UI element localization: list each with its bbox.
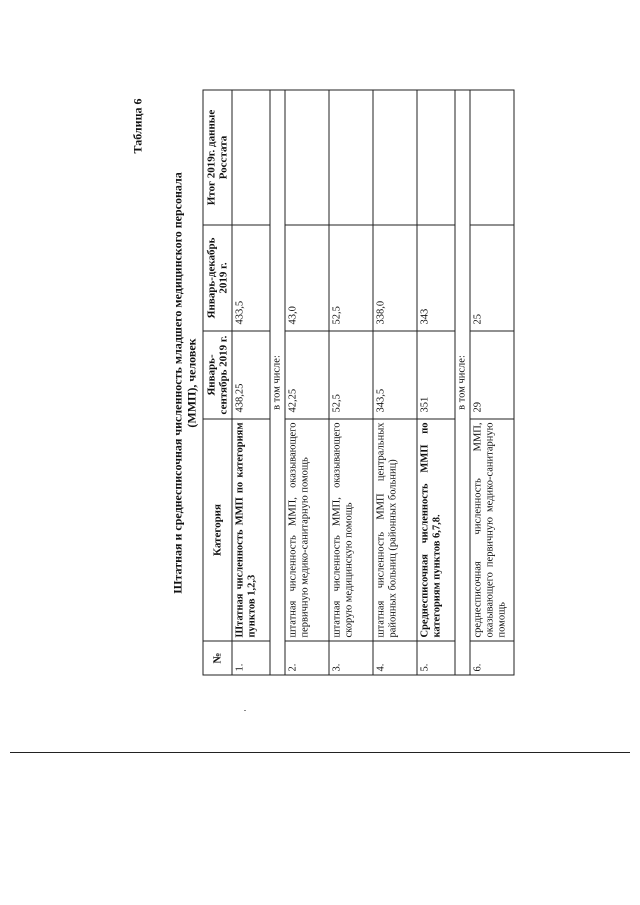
staffing-table bbox=[202, 89, 514, 675]
row-total bbox=[285, 90, 329, 225]
row-num: 1. bbox=[232, 641, 270, 675]
table-row bbox=[232, 90, 270, 675]
row-total bbox=[417, 90, 455, 225]
table-row bbox=[373, 90, 417, 675]
row-num: 5. bbox=[417, 641, 455, 675]
row-total bbox=[470, 90, 514, 225]
subheader-row bbox=[455, 90, 470, 675]
row-category: Штатная численность ММП по категориям пунктов 1,2,3 bbox=[232, 419, 270, 641]
row-category: среднесписочная численность ММП, оказывающего первичную медико-санитарную помощь bbox=[470, 419, 514, 641]
table-title bbox=[170, 90, 198, 675]
title-line-2: (ММП), человек bbox=[184, 337, 198, 428]
subheader-text: в том числе: bbox=[270, 90, 285, 675]
table-row bbox=[417, 90, 455, 675]
row-jan-dec: 433,5 bbox=[232, 225, 270, 331]
row-total bbox=[329, 90, 373, 225]
row-jan-sep: 52,5 bbox=[329, 331, 373, 419]
row-jan-sep: 29 bbox=[470, 331, 514, 419]
row-total bbox=[232, 90, 270, 225]
row-jan-sep: 42,25 bbox=[285, 331, 329, 419]
header-row bbox=[203, 90, 232, 675]
title-line-1: Штатная и среднесписочная численность младшего медицинского персонала bbox=[170, 171, 184, 594]
row-jan-dec: 343 bbox=[417, 225, 455, 331]
subheader-row bbox=[270, 90, 285, 675]
row-jan-sep: 438,25 bbox=[232, 331, 270, 419]
row-num: 3. bbox=[329, 641, 373, 675]
row-jan-dec: 25 bbox=[470, 225, 514, 331]
header-category: Категория bbox=[203, 419, 232, 641]
row-category: Среднесписочная численность ММП по категориям пунктов 6,7,8. bbox=[417, 419, 455, 641]
table-row bbox=[470, 90, 514, 675]
header-jan-dec: Январь-декабрь 2019 г. bbox=[203, 225, 232, 331]
rotated-table-sheet bbox=[130, 90, 507, 675]
row-category: штатная численность ММП центральных районных больниц (районных больниц) bbox=[373, 419, 417, 641]
table-row bbox=[285, 90, 329, 675]
header-total: Итог 2019г. данные Росстата bbox=[203, 90, 232, 225]
table-label: Таблица 6 bbox=[130, 98, 144, 153]
row-jan-dec: 52,5 bbox=[329, 225, 373, 331]
table-row bbox=[329, 90, 373, 675]
scan-speck bbox=[244, 710, 246, 711]
row-num: 6. bbox=[470, 641, 514, 675]
row-category: штатная численность ММП, оказывающего скорую медицинскую помощь bbox=[329, 419, 373, 641]
row-jan-sep: 351 bbox=[417, 331, 455, 419]
row-jan-dec: 43,0 bbox=[285, 225, 329, 331]
row-total bbox=[373, 90, 417, 225]
row-jan-sep: 343,5 bbox=[373, 331, 417, 419]
header-jan-sep: Январь-сентябрь 2019 г. bbox=[203, 331, 232, 419]
horizontal-rule bbox=[10, 752, 630, 753]
row-jan-dec: 338,0 bbox=[373, 225, 417, 331]
row-category: штатная численность ММП, оказывающего первичную медико-санитарную помощь bbox=[285, 419, 329, 641]
row-num: 2. bbox=[285, 641, 329, 675]
subheader-text: в том числе: bbox=[455, 90, 470, 675]
row-num: 4. bbox=[373, 641, 417, 675]
header-num: № bbox=[203, 641, 232, 675]
